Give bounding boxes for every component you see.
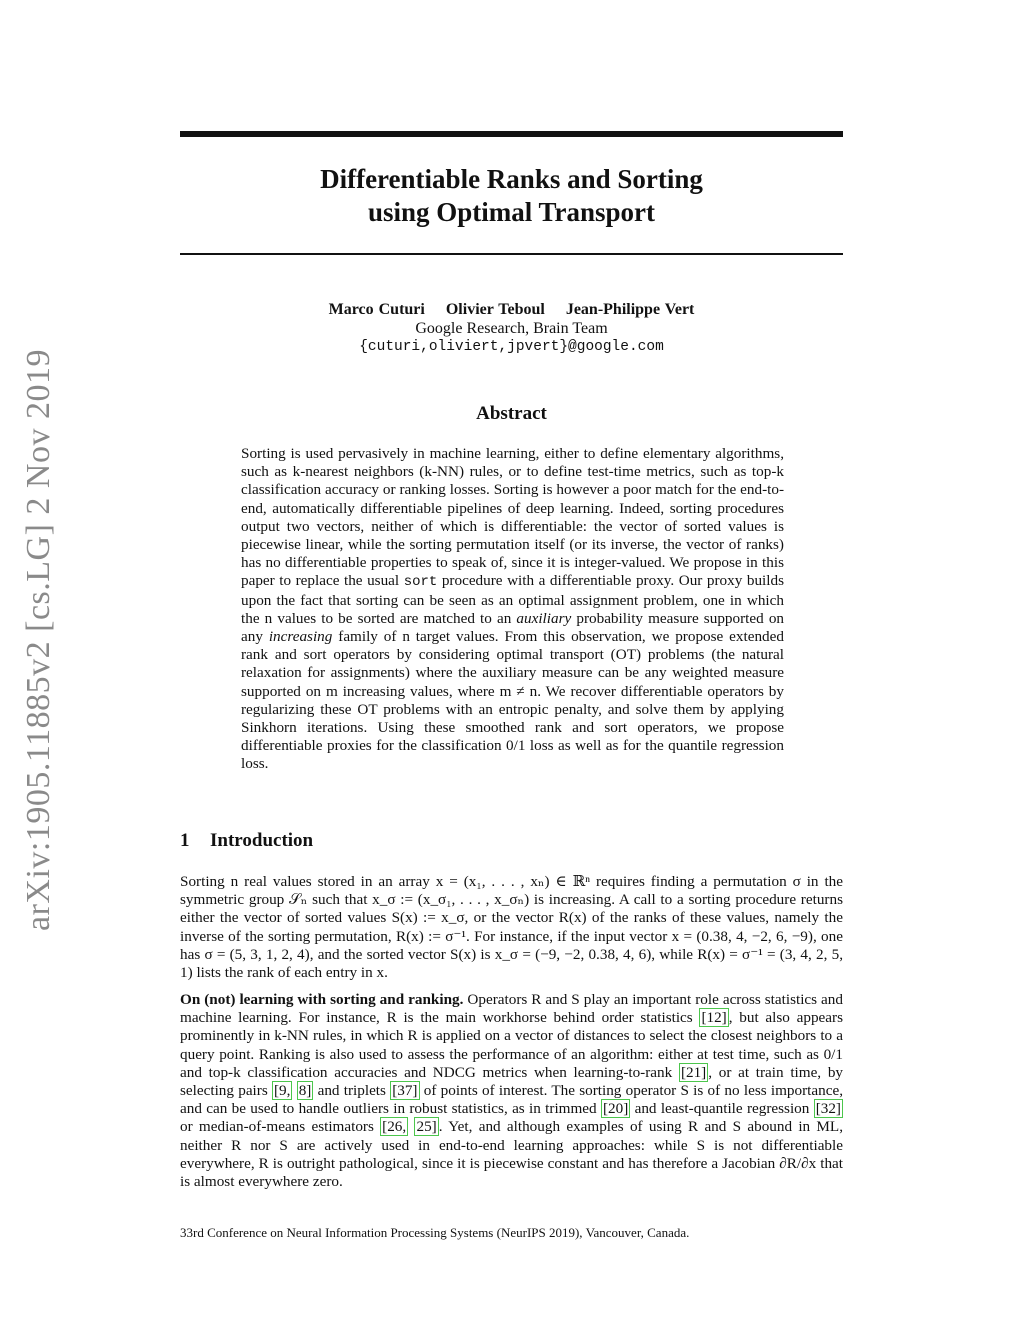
author-affiliation: Google Research, Brain Team: [415, 320, 608, 337]
section-title: Introduction: [210, 830, 314, 851]
arxiv-stamp: [14, 349, 64, 931]
arxiv-stamp-text: arXiv:1905.11885v2 [cs.LG] 2 Nov 2019: [20, 349, 58, 931]
author-name: Marco Cuturi: [328, 301, 425, 318]
emphasis-auxiliary: auxiliary: [516, 609, 572, 627]
conference-footnote: 33rd Conference on Neural Information Processing Systems (NeurIPS 2019), Vancouver, Canada.: [180, 1225, 690, 1240]
author-name: Olivier Teboul: [445, 301, 545, 318]
sort-code: sort: [403, 574, 438, 591]
citation-link[interactable]: [21]: [680, 1063, 707, 1081]
citation-link[interactable]: [37]: [392, 1082, 418, 1100]
citation-link[interactable]: [20]: [602, 1100, 629, 1118]
section-heading-introduction: [180, 830, 843, 852]
emphasis-increasing: increasing: [268, 628, 333, 646]
citation-link[interactable]: [26,: [382, 1118, 407, 1136]
paragraph-runin-heading: On (not) learning with sorting and ranking.: [180, 991, 464, 1008]
author-names: [180, 300, 843, 319]
section-number: 1: [180, 830, 190, 851]
abstract-heading: Abstract: [476, 403, 547, 424]
citation-link[interactable]: 25]: [416, 1118, 437, 1136]
intro-paragraph-1: Sorting n real values stored in an array x = (x₁, . . . , xₙ) ∈ ℝⁿ requires finding a permutation σ in the symmetric group 𝒮ₙ such that x_σ := (x_σ₁, . . . , x_σₙ) is increasing. A call to a sorting procedure returns either the vector of sorted values S(x) := x_σ, or the vector R(x) of the ranks of these values, namely the inverse of the sorting permutation, R(x) := σ⁻¹. For instance, if the input vector x = (0.38, 4, −2, 6, −9), one has σ = (5, 3, 1, 2, 4), and the sorted vector S(x) is x_σ = (−9, −2, 0.38, 4, 6), while R(x) = σ⁻¹ = (3, 4, 2, 5, 1) lists the rank of each entry in x.: [180, 873, 843, 982]
citation-link[interactable]: 8]: [298, 1082, 312, 1100]
citation-link[interactable]: [32]: [815, 1100, 841, 1118]
author-email: {cuturi,oliviert,jpvert}@google.com: [359, 339, 664, 355]
intro-paragraph-2: On (not) learning with sorting and ranking. Operators R and S play an important role across statistics and machine learning. For instance, R is the main workhorse behind order statistics [12] , but also appears prominently in k-NN rules, in which R is applied on a vector of distances to select the closest neighbors to a query point. Ranking is also used to assess the performance of an algorithm: either at test time, such as 0/1 and top-k classification accuracies and NDCG metrics when learning-to-rank [21] , or at train time, by selecting pairs [9, 8] and triplets [37] of points of interest. The sorting operator S is of no less importance, and can be used to handle outliers in robust statistics, as in trimmed [20] and least-quantile regression [32] or median-of-means estimators [26, 25] . Yet, and although examples of using R and S abound in ML, neither R nor S are actively used in end-to-end learning approaches: while S is not differentiable everywhere, R is outright pathological, since it is piecewise constant and has therefore a Jacobian ∂R/∂x that is almost everywhere zero.: [180, 991, 844, 1191]
author-name: Jean-Philippe Vert: [565, 301, 695, 318]
title-line-2: using Optimal Transport: [367, 197, 656, 227]
title-line-1: Differentiable Ranks and Sorting: [320, 164, 703, 194]
citation-link[interactable]: [12]: [701, 1009, 727, 1027]
abstract-text: Sorting is used pervasively in machine learning, either to define elementary algorithms, such as k-nearest neighbors (k-NN) rules, or to define test-time metrics, such as top-k classification accuracy or ranking losses. Sorting is however a poor match for the end-to-end, automatically differentiable pipelines of deep learning. Indeed, sorting procedures output two vectors, neither of which is differentiable: the vector of sorted values is piecewise linear, while the sorting permutation itself (or its inverse, the vector of ranks) has no differentiable properties to speak of, since it is integer-valued. We propose in this paper to replace the usual sort procedure with a differentiable proxy. Our proxy builds upon the fact that sorting can be seen as an optimal assignment problem, one in which the n values to be sorted are matched to an auxiliary probability measure supported on any increasing family of n target values. From this observation, we propose extended rank and sort operators by considering optimal transport (OT) problems (the natural relaxation for assignments) where the auxiliary measure can be any weighted measure supported on m increasing values, where m ≠ n. We recover differentiable operators by regularizing these OT problems with an entropic penalty, and solve them by applying Sinkhorn iterations. Using these smoothed rank and sort operators, we propose differentiable proxies for the classification 0/1 loss as well as for the quantile regression loss.: [241, 445, 785, 773]
title-bottom-rule: [180, 253, 843, 255]
citation-link[interactable]: [9,: [273, 1082, 291, 1100]
paper-title: [180, 163, 843, 229]
title-top-rule: [180, 131, 843, 137]
author-block: [180, 300, 843, 357]
